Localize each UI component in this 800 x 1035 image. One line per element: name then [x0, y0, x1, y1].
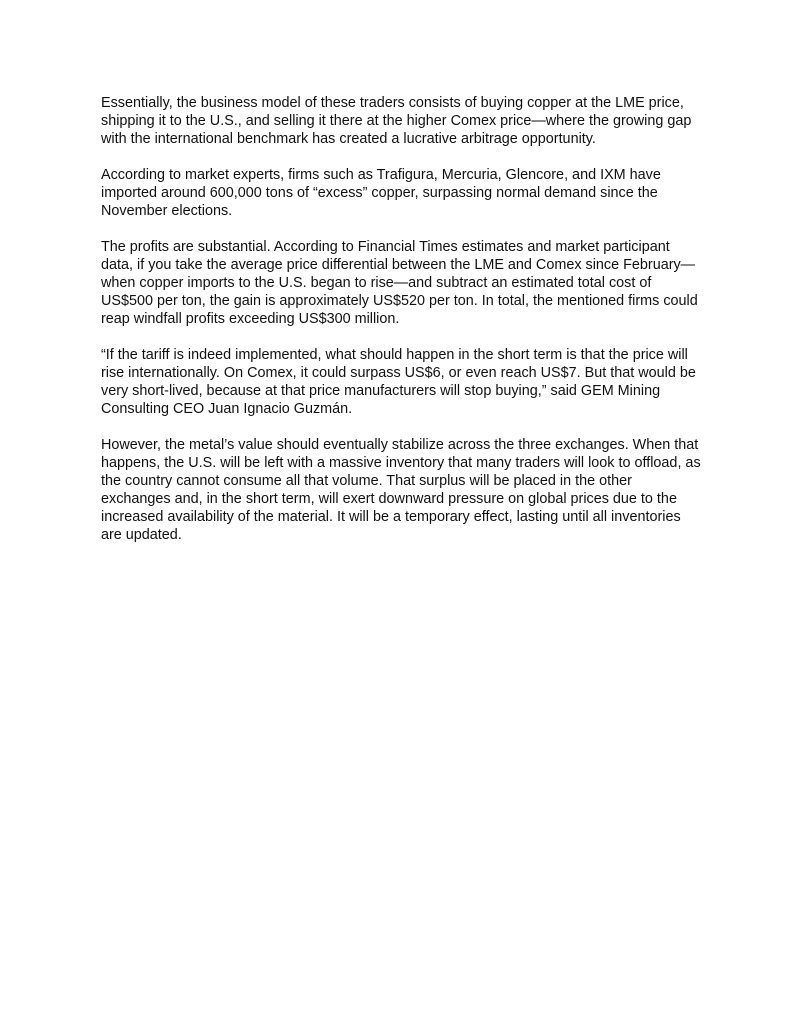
article-body — [101, 94, 701, 562]
paragraph-quote: “If the tariff is indeed implemented, what should happen in the short term is that the price will rise internationally. On Comex, it could surpass US$6, or even reach US$7. But that would be very short-lived, because at that price manufacturers will stop buying,” said GEM Mining Consulting CEO Juan Ignacio Guzmán. — [101, 347, 696, 417]
paragraph-stabilization: However, the metal’s value should eventually stabilize across the three exchanges. When that happens, the U.S. will be left with a massive inventory that many traders will look to offload, as the country cannot consume all that volume. That surplus will be placed in the other exchanges and, in the short term, will exert downward pressure on global prices due to the increased availability of the material. It will be a temporary effect, lasting until all inventories are updated. — [101, 437, 701, 543]
paragraph-excess-imports: According to market experts, firms such as Trafigura, Mercuria, Glencore, and IXM have imported around 600,000 tons of “excess” copper, surpassing normal demand since the November elections. — [101, 167, 661, 219]
paragraph-profits: The profits are substantial. According to Financial Times estimates and market participant data, if you take the average price differential between the LME and Comex since February—when copper imports to the U.S. began to rise—and subtract an estimated total cost of US$500 per ton, the gain is approximately US$520 per ton. In total, the mentioned firms could reap windfall profits exceeding US$300 million. — [101, 239, 698, 327]
paragraph-arbitrage-model: Essentially, the business model of these traders consists of buying copper at the LME price, shipping it to the U.S., and selling it there at the higher Comex price—where the growing gap with the international benchmark has created a lucrative arbitrage opportunity. — [101, 95, 692, 147]
